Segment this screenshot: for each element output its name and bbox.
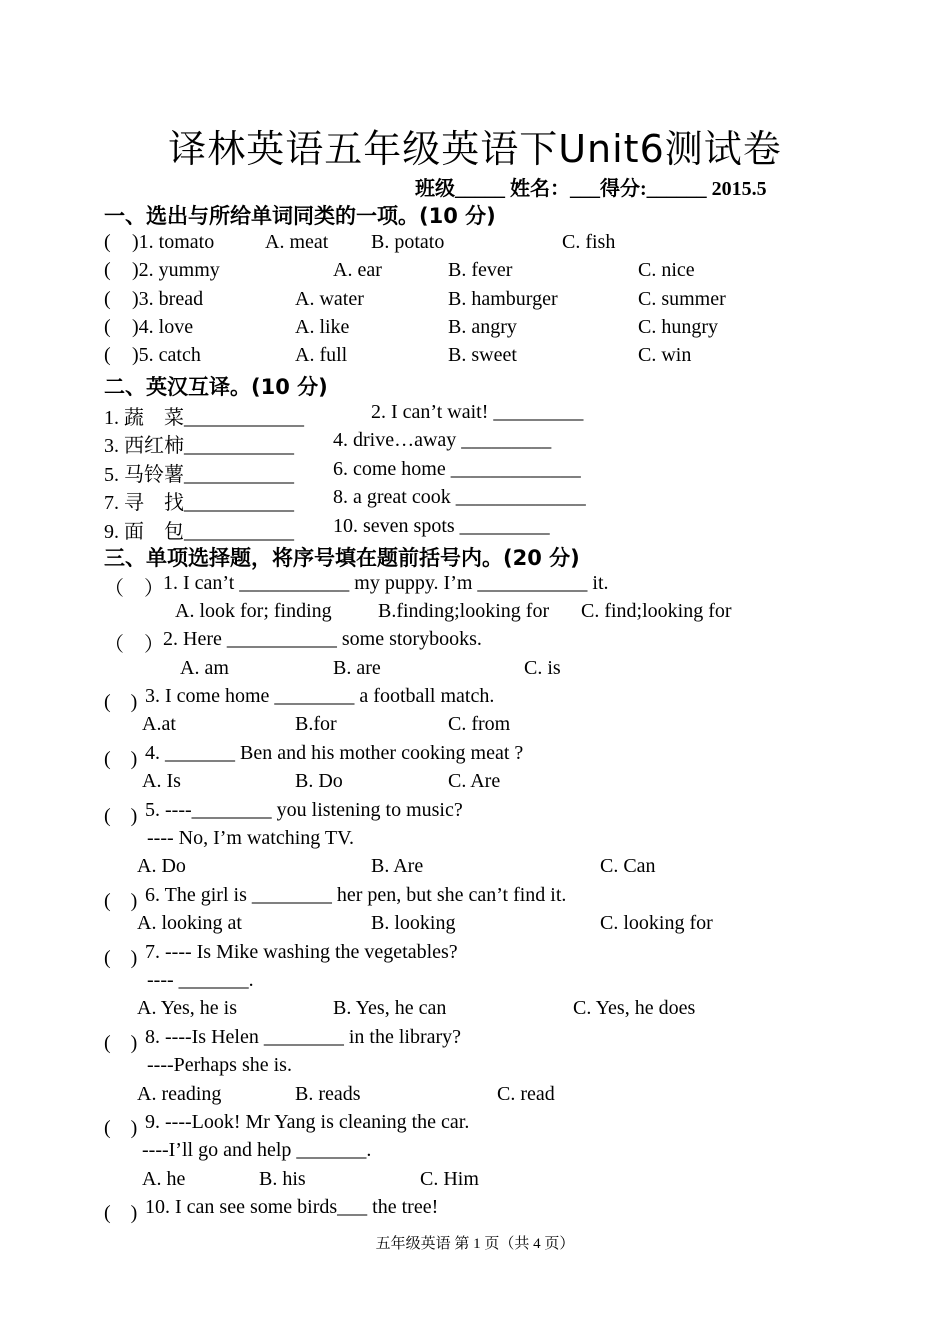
option-b: B. angry <box>448 316 517 338</box>
answer-bracket: ( <box>104 344 111 366</box>
option-a: A. meat <box>265 231 329 253</box>
question-stem: 5. ----________ you listening to music? <box>145 799 463 821</box>
question-stem: 8. ----Is Helen ________ in the library? <box>145 1026 462 1048</box>
option-b: B. looking <box>371 912 456 934</box>
answer-bracket: （ ） <box>104 578 164 600</box>
answer-bracket: ( ) <box>104 890 138 912</box>
translation-item: 6. come home _____________ <box>333 458 581 480</box>
answer-bracket: ( ) <box>104 748 138 770</box>
option-a: A. Do <box>137 855 186 877</box>
answer-bracket: ( ) <box>104 1117 138 1139</box>
option-a: A. reading <box>137 1083 222 1105</box>
section3-heading: 三、单项选择题，将序号填在题前括号内。(20 分) <box>104 546 580 570</box>
question-stem: 7. ---- Is Mike washing the vegetables? <box>145 941 458 963</box>
option-b: B. his <box>259 1168 306 1190</box>
answer-bracket: ( <box>104 231 111 253</box>
option-c: C. Yes, he does <box>573 997 696 1019</box>
answer-bracket: ( <box>104 259 111 281</box>
option-a: A. Yes, he is <box>137 997 238 1019</box>
option-c: C. is <box>524 657 561 679</box>
option-c: C. find;looking for <box>581 600 732 622</box>
page-footer: 五年级英语 第 1 页（共 4 页） <box>375 1236 575 1252</box>
answer-bracket: （ ） <box>104 634 164 656</box>
question-stem: 10. I can see some birds___ the tree! <box>145 1196 439 1218</box>
question-stem: 9. ----Look! Mr Yang is cleaning the car. <box>145 1111 470 1133</box>
option-b: B. fever <box>448 259 513 281</box>
option-c: C. summer <box>638 288 726 310</box>
page-title: 译林英语五年级英语下Unit6测试卷 <box>168 127 782 171</box>
option-b: B.finding;looking for <box>378 600 550 622</box>
question-stem: 1. I can’t ___________ my puppy. I’m ___________ it. <box>163 572 609 594</box>
question-stem: 4. _______ Ben and his mother cooking meat ? <box>145 742 524 764</box>
translation-item: 1. 蔬 菜____________ <box>104 407 304 429</box>
question-stem: 3. I come home ________ a football match. <box>145 685 495 707</box>
option-a: A. he <box>142 1168 186 1190</box>
translation-item: 3. 西红柿___________ <box>104 435 294 457</box>
option-c: C. from <box>448 713 511 735</box>
section2-heading: 二、英汉互译。(10 分) <box>104 375 328 399</box>
answer-bracket: ( ) <box>104 1032 138 1054</box>
student-info-line: 班级_____ 姓名：___得分:______ 2015.5 <box>415 178 767 200</box>
section1-heading: 一、选出与所给单词同类的一项。(10 分) <box>104 204 496 228</box>
option-b: B. sweet <box>448 344 517 366</box>
option-a: A. look for; finding <box>175 600 332 622</box>
option-c: C. Him <box>420 1168 479 1190</box>
translation-item: 4. drive…away _________ <box>333 429 552 451</box>
option-c: C. hungry <box>638 316 718 338</box>
translation-item: 8. a great cook _____________ <box>333 486 586 508</box>
option-b: B. Are <box>371 855 424 877</box>
option-b: B. potato <box>371 231 445 253</box>
dialogue-line: ----Perhaps she is. <box>147 1054 292 1076</box>
option-c: C. Can <box>600 855 656 877</box>
question-word: )4. love <box>132 316 194 338</box>
option-a: A. looking at <box>137 912 242 934</box>
option-a: A. am <box>180 657 229 679</box>
option-b: B. are <box>333 657 381 679</box>
answer-bracket: ( ) <box>104 805 138 827</box>
question-word: )1. tomato <box>132 231 215 253</box>
option-a: A.at <box>142 713 176 735</box>
option-b: B. reads <box>295 1083 361 1105</box>
option-c: C. nice <box>638 259 695 281</box>
question-word: )2. yummy <box>132 259 220 281</box>
option-c: C. read <box>497 1083 555 1105</box>
option-b: B. Yes, he can <box>333 997 447 1019</box>
dialogue-line: ----I’ll go and help _______. <box>142 1139 372 1161</box>
translation-item: 9. 面 包___________ <box>104 521 294 543</box>
question-stem: 2. Here ___________ some storybooks. <box>163 628 482 650</box>
option-a: A. full <box>295 344 348 366</box>
option-c: C. looking for <box>600 912 713 934</box>
question-word: )3. bread <box>132 288 204 310</box>
option-a: A. Is <box>142 770 181 792</box>
option-c: C. fish <box>562 231 616 253</box>
translation-item: 5. 马铃薯___________ <box>104 464 294 486</box>
option-c: C. Are <box>448 770 501 792</box>
dialogue-line: ---- No, I’m watching TV. <box>147 827 354 849</box>
answer-bracket: ( ) <box>104 1202 138 1224</box>
option-b: B.for <box>295 713 337 735</box>
option-a: A. ear <box>333 259 382 281</box>
answer-bracket: ( ) <box>104 691 138 713</box>
option-a: A. like <box>295 316 350 338</box>
option-b: B. Do <box>295 770 343 792</box>
option-b: B. hamburger <box>448 288 558 310</box>
option-c: C. win <box>638 344 692 366</box>
answer-bracket: ( ) <box>104 947 138 969</box>
option-a: A. water <box>295 288 364 310</box>
answer-bracket: ( <box>104 288 111 310</box>
translation-item: 10. seven spots _________ <box>333 515 550 537</box>
translation-item: 7. 寻 找___________ <box>104 492 294 514</box>
answer-bracket: ( <box>104 316 111 338</box>
question-word: )5. catch <box>132 344 201 366</box>
translation-item: 2. I can’t wait! _________ <box>371 401 584 423</box>
dialogue-line: ---- _______. <box>147 969 254 991</box>
question-stem: 6. The girl is ________ her pen, but she can’t find it. <box>145 884 567 906</box>
